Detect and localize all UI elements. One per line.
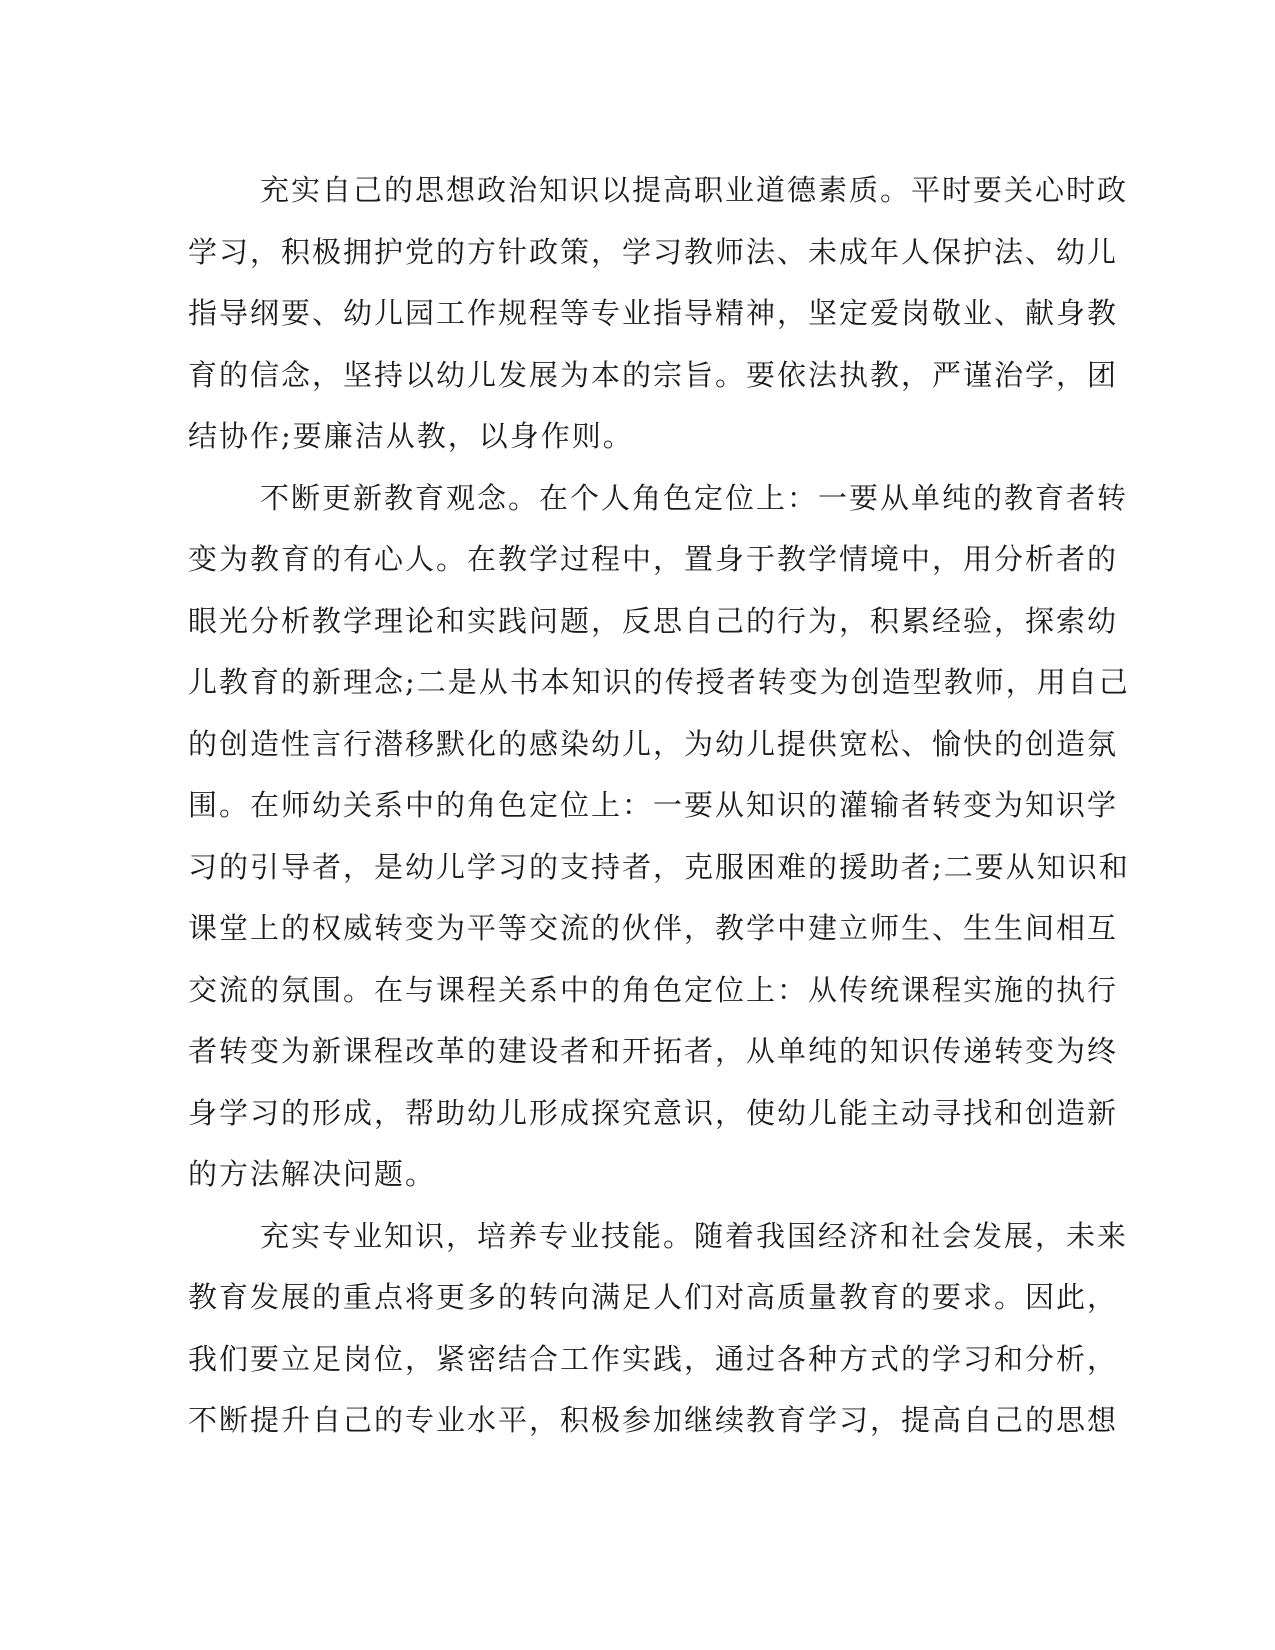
text-line: 身学习的形成，帮助幼儿形成探究意识，使幼儿能主动寻找和创造新 [188, 1095, 1119, 1130]
text-line: 者转变为新课程改革的建设者和开拓者，从单纯的知识传递转变为终 [188, 1034, 1119, 1068]
text-line: 结协作;要廉洁从教，以身作则。 [188, 419, 634, 453]
text-line: 学习，积极拥护党的方针政策，学习教师法、未成年人保护法、幼儿 [188, 234, 1119, 269]
text-line: 眼光分析教学理论和实践问题，反思自己的行为，积累经验，探索幼 [188, 603, 1119, 638]
text-line: 教育发展的重点将更多的转向满足人们对高质量教育的要求。因此， [188, 1280, 1119, 1314]
text-line: 不断更新教育观念。在个人角色定位上：一要从单纯的教育者转 [260, 480, 1129, 515]
text-line: 变为教育的有心人。在教学过程中，置身于教学情境中，用分析者的 [188, 542, 1119, 576]
paragraph-education-concepts [188, 468, 1130, 1206]
text-line: 的方法解决问题。 [188, 1157, 437, 1191]
text-line: 我们要立足岗位，紧密结合工作实践，通过各种方式的学习和分析， [188, 1341, 1119, 1376]
text-line: 习的引导者，是幼儿学习的支持者，克服困难的援助者;二要从知识和 [188, 849, 1130, 884]
text-line: 育的信念，坚持以幼儿发展为本的宗旨。要依法执教，严谨治学，团 [188, 357, 1119, 392]
text-line: 围。在师幼关系中的角色定位上：一要从知识的灌输者转变为知识学 [188, 788, 1119, 822]
text-line: 充实自己的思想政治知识以提高职业道德素质。平时要关心时政 [260, 173, 1129, 207]
text-line: 课堂上的权威转变为平等交流的伙伴，教学中建立师生、生生间相互 [188, 911, 1119, 945]
text-line: 交流的氛围。在与课程关系中的角色定位上：从传统课程实施的执行 [188, 972, 1119, 1007]
text-line: 充实专业知识，培养专业技能。随着我国经济和社会发展，未来 [260, 1218, 1129, 1253]
text-line: 指导纲要、幼儿园工作规程等专业指导精神，坚定爱岗敬业、献身教 [188, 296, 1119, 330]
paragraph-political-knowledge [188, 160, 1129, 468]
paragraph-professional-skills [188, 1206, 1129, 1452]
text-line: 的创造性言行潜移默化的感染幼儿，为幼儿提供宽松、愉快的创造氛 [188, 726, 1119, 761]
document-body [188, 160, 1130, 1452]
text-line: 儿教育的新理念;二是从书本知识的传授者转变为创造型教师，用自己 [188, 665, 1130, 699]
text-line: 不断提升自己的专业水平，积极参加继续教育学习，提高自己的思想 [188, 1403, 1119, 1437]
